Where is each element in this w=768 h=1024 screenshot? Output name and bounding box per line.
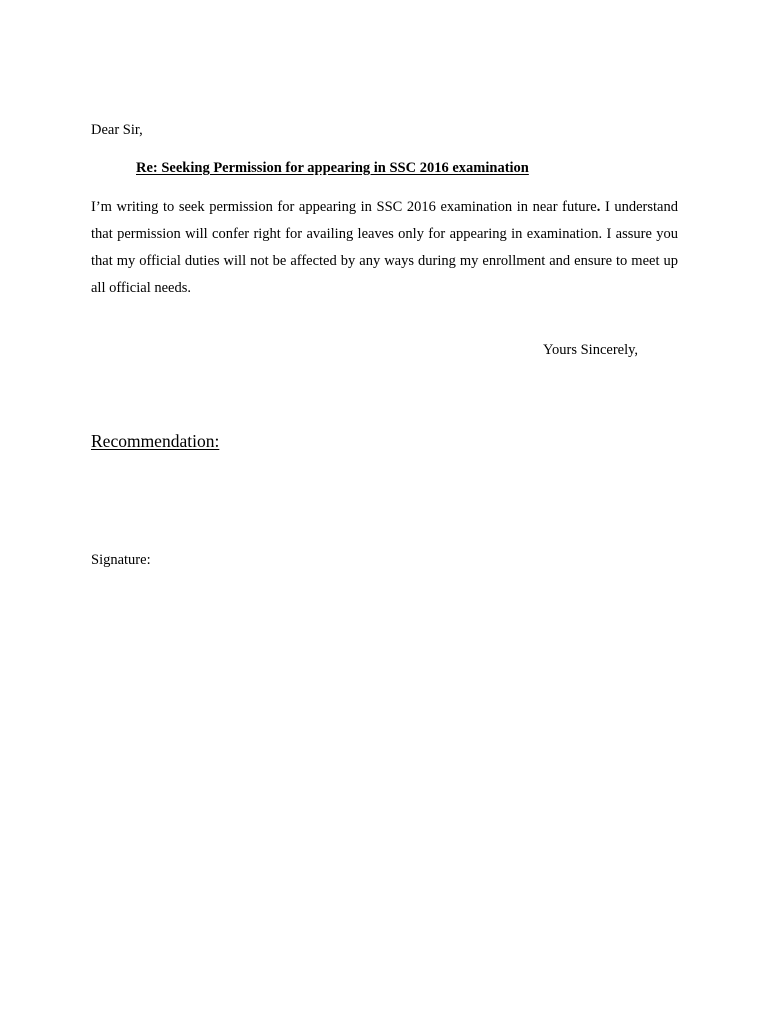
body-text-period: .: [596, 199, 601, 215]
body-text-part-2: I understand that permission will confer right for availing leaves only for appearing in examination. I assure you that my official duties will not be affected by any ways during my enrollment and ensure to meet up all official needs.: [91, 199, 678, 296]
closing: Yours Sincerely,: [543, 342, 639, 358]
salutation: Dear Sir,: [91, 122, 143, 138]
body-text-part-1: I’m writing to seek permission for appearing in SSC 2016 examination in near future: [91, 199, 597, 215]
signature-label: Signature:: [91, 552, 151, 568]
letter-body: [91, 194, 678, 302]
recommendation-heading: Recommendation:: [91, 431, 220, 451]
subject-line: Re: Seeking Permission for appearing in SSC 2016 examination: [136, 160, 529, 176]
